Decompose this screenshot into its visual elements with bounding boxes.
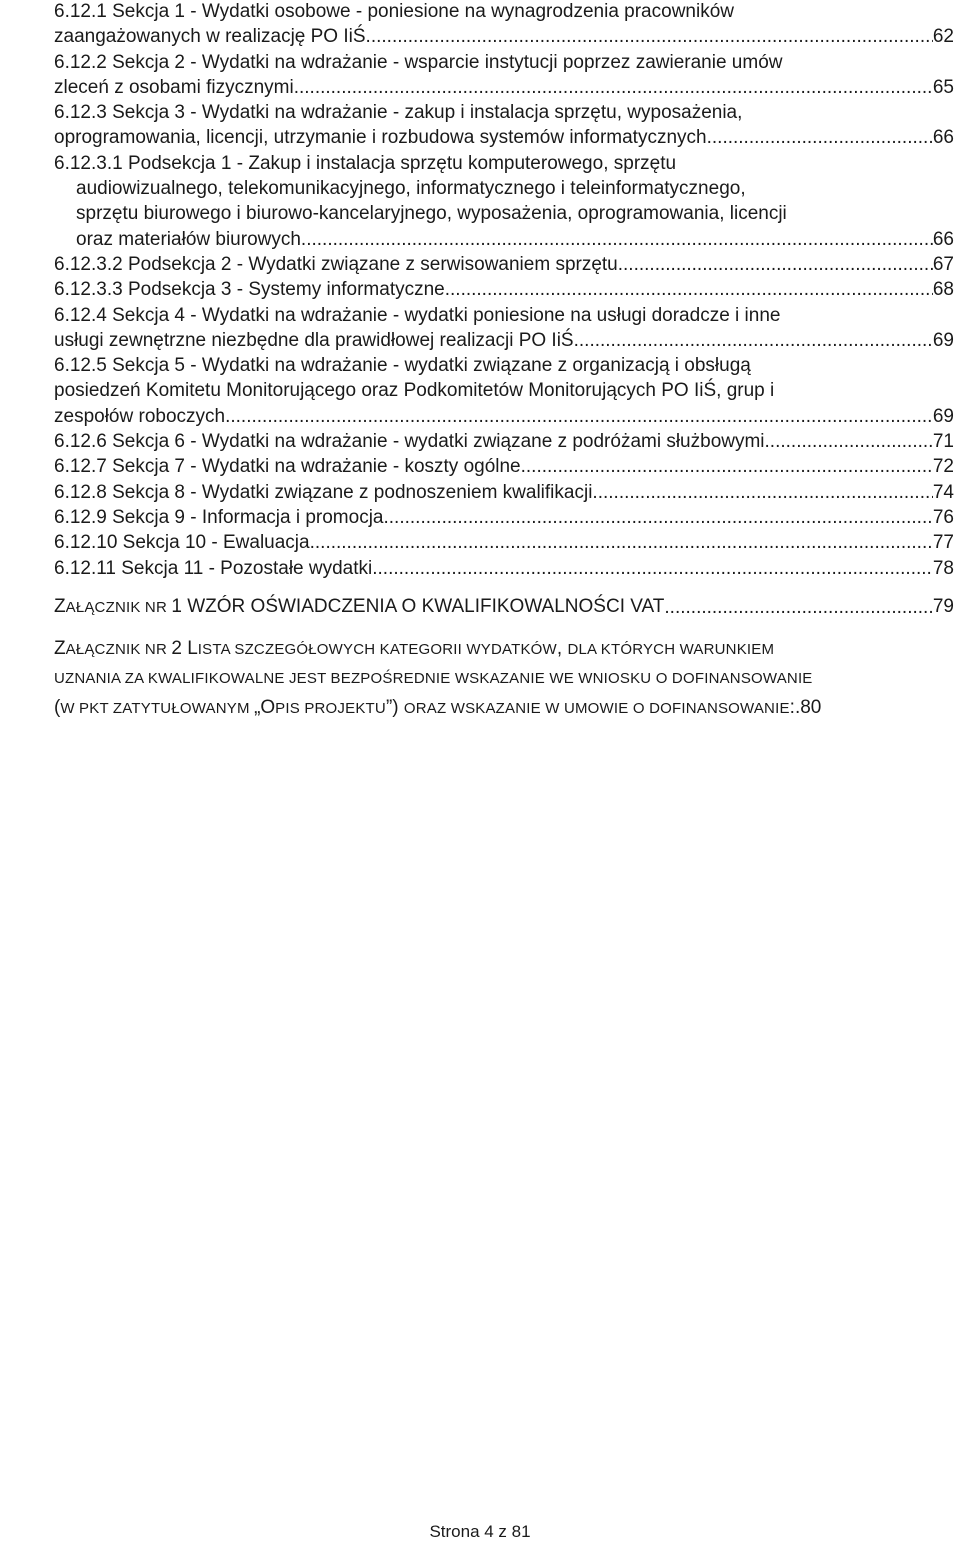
toc-entry[interactable]: [54, 277, 954, 302]
toc-entry[interactable]: [54, 505, 954, 530]
toc-page-number: 69: [932, 405, 954, 427]
toc-page-number: 72: [932, 456, 954, 478]
annex-2-line: (W PKT ZATYTUŁOWANYM „OPIS PROJEKTU”) ORAZ WSKAZANIE W UMOWIE O DOFINANSOWANIE:.: [54, 696, 801, 718]
annex-1-title: ZAŁĄCZNIK NR 1 WZÓR OŚWIADCZENIA O KWALIFIKOWALNOŚCI VAT: [54, 595, 665, 617]
toc-entry-line: 6.12.1 Sekcja 1 - Wydatki osobowe - poniesione na wynagrodzenia pracowników: [54, 1, 734, 22]
annex-2-line: ZAŁĄCZNIK NR 2 LISTA SZCZEGÓŁOWYCH KATEGORII WYDATKÓW, DLA KTÓRYCH WARUNKIEM: [54, 637, 775, 659]
toc-entry-line: zleceń z osobami fizycznymi: [54, 76, 294, 98]
toc-entry[interactable]: [54, 151, 954, 252]
toc-entry-line: 6.12.3.1 Podsekcja 1 - Zakup i instalacja sprzętu komputerowego, sprzętu: [54, 152, 677, 174]
toc-page-number: 77: [932, 532, 954, 554]
toc-entry[interactable]: [54, 252, 954, 277]
toc-page-number: 78: [932, 557, 954, 579]
page-footer: Strona 4 z 81: [429, 1522, 531, 1541]
toc-page-number: 66: [932, 127, 954, 149]
annex-2-line: UZNANIA ZA KWALIFIKOWALNE JEST BEZPOŚREDNIE WSKAZANIE WE WNIOSKU O DOFINANSOWANIE: [54, 669, 813, 687]
toc-entry-line: usługi zewnętrzne niezbędne dla prawidłowej realizacji PO IiŚ: [54, 329, 574, 351]
toc-entry[interactable]: [54, 0, 954, 50]
toc-entry-line: 6.12.8 Sekcja 8 - Wydatki związane z podnoszeniem kwalifikacji: [54, 481, 593, 503]
toc-entry-line: oprogramowania, licencji, utrzymanie i rozbudowa systemów informatycznych: [54, 127, 707, 149]
toc-annex-1[interactable]: [54, 592, 954, 622]
toc-page-number: 68: [932, 279, 954, 301]
toc-entry-line: audiowizualnego, telekomunikacyjnego, informatycznego i teleinformatycznego,: [76, 178, 746, 200]
toc-entry[interactable]: [54, 353, 954, 429]
toc-entry-line: 6.12.3 Sekcja 3 - Wydatki na wdrażanie - zakup i instalacja sprzętu, wyposażenia,: [54, 102, 743, 124]
toc-annex-2[interactable]: [54, 634, 954, 723]
toc-page-number: 71: [932, 431, 954, 453]
toc-entry-line: 6.12.11 Sekcja 11 - Pozostałe wydatki: [54, 557, 373, 579]
toc-page-number: 74: [932, 481, 954, 503]
toc-page-number: 76: [932, 506, 954, 528]
toc-entry-line: oraz materiałów biurowych: [76, 228, 301, 250]
toc-entry-line: 6.12.3.3 Podsekcja 3 - Systemy informatyczne: [54, 279, 445, 301]
toc-entry-line: 6.12.2 Sekcja 2 - Wydatki na wdrażanie - wsparcie instytucji poprzez zawieranie umów: [54, 51, 783, 73]
toc-entry[interactable]: [54, 530, 954, 555]
toc-entry-line: zespołów roboczych: [54, 405, 226, 427]
toc-entry[interactable]: [54, 480, 954, 505]
toc-page-number: 69: [932, 329, 954, 351]
toc-entry-line: sprzętu biurowego i biurowo-kancelaryjnego, wyposażenia, oprogramowania, licencji: [76, 203, 787, 225]
table-of-contents: [54, 0, 954, 723]
toc-entry-line: zaangażowanych w realizację PO IiŚ: [54, 26, 366, 48]
toc-entry-line: 6.12.5 Sekcja 5 - Wydatki na wdrażanie - wydatki związane z organizacją i obsługą: [54, 355, 751, 377]
toc-entry-line: 6.12.4 Sekcja 4 - Wydatki na wdrażanie - wydatki poniesione na usługi doradcze i inne: [54, 304, 781, 326]
toc-entry-line: 6.12.3.2 Podsekcja 2 - Wydatki związane z serwisowaniem sprzętu: [54, 253, 618, 275]
toc-entry-line: 6.12.10 Sekcja 10 - Ewaluacja: [54, 532, 310, 554]
toc-entry[interactable]: [54, 100, 954, 151]
toc-page-number: 67: [932, 253, 954, 275]
toc-entry-line: posiedzeń Komitetu Monitorującego oraz Podkomitetów Monitorujących PO IiŚ, grup i: [54, 380, 775, 402]
toc-entry-line: 6.12.9 Sekcja 9 - Informacja i promocja: [54, 506, 384, 528]
toc-page-number: 62: [932, 26, 954, 48]
toc-entry[interactable]: [54, 429, 954, 454]
toc-entry[interactable]: [54, 556, 954, 581]
toc-entry[interactable]: [54, 50, 954, 101]
toc-entry-line: 6.12.7 Sekcja 7 - Wydatki na wdrażanie - koszty ogólne: [54, 456, 521, 478]
toc-entry-line: 6.12.6 Sekcja 6 - Wydatki na wdrażanie - wydatki związane z podróżami służbowymi: [54, 431, 765, 453]
toc-page-number: 79: [932, 595, 954, 617]
toc-page-number: 66: [932, 228, 954, 250]
toc-entry[interactable]: [54, 303, 954, 354]
toc-page-number: 65: [932, 76, 954, 98]
toc-page-number: 80: [800, 696, 822, 718]
toc-entry[interactable]: [54, 454, 954, 479]
